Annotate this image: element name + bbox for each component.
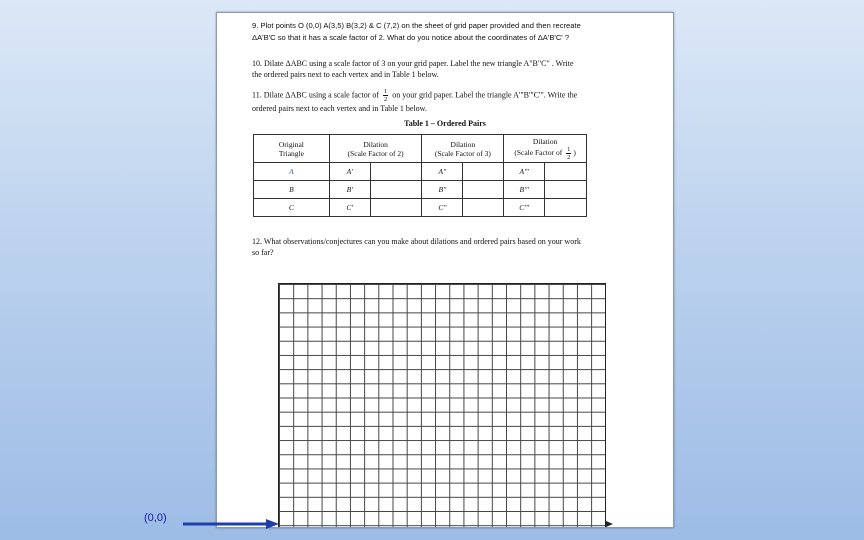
question-10-line-2: the ordered pairs next to each vertex and in Table 1 below. [252, 70, 439, 79]
question-11-text-a: 11. Dilate ΔABC using a scale factor of [252, 90, 380, 100]
cell-blank [545, 199, 587, 217]
cell-blank [545, 163, 587, 181]
cell-original-b: B [254, 181, 330, 199]
cell-dilation-half-c: C'" [504, 199, 545, 217]
cell-blank [545, 181, 587, 199]
table-row [254, 163, 587, 181]
graph-paper-grid [278, 283, 606, 528]
header-dilation-2-line-2: (Scale Factor of 2) [347, 148, 404, 158]
question-9-line-2: ΔA'B'C so that it has a scale factor of 2. What do you notice about the coordinates of ΔA'B'C' ? [252, 33, 570, 42]
cell-blank [370, 181, 422, 199]
cell-dilation-half-a: A'" [504, 163, 545, 181]
cell-dilation-3-b: B" [422, 181, 463, 199]
cell-dilation-3-a: A" [422, 163, 463, 181]
cell-original-c: C [254, 199, 330, 217]
cell-blank [463, 181, 504, 199]
question-11-line-2: ordered pairs next to each vertex and in Table 1 below. [252, 104, 427, 113]
question-9-line-1: 9. Plot points O (0,0) A(3,5) B(3,2) & C (7,2) on the sheet of grid paper provided and then recreate [252, 21, 581, 30]
header-dilation-3-line-1: Dilation [450, 139, 476, 149]
header-original [254, 135, 330, 163]
table-row [254, 199, 587, 217]
fraction-numerator: 1 [384, 88, 388, 95]
question-11-text-b: on your grid paper. Label the triangle A'"B'"C'". Write the [392, 90, 578, 100]
header-original-line-2: Triangle [278, 148, 304, 158]
cell-dilation-2-a: A' [329, 163, 370, 181]
question-12 [252, 236, 663, 258]
cell-blank [370, 163, 422, 181]
question-12-line-2: so far? [252, 248, 274, 257]
header-dilation-half-line-1: Dilation [532, 136, 558, 146]
question-9 [252, 20, 663, 44]
origin-label: (0,0) [144, 512, 167, 524]
header-dilation-3-line-2: (Scale Factor of 3) [434, 148, 491, 158]
cell-dilation-half-b: B'" [504, 181, 545, 199]
header-dilation-half [504, 135, 587, 163]
question-12-line-1: 12. What observations/conjectures can you make about dilations and ordered pairs based on your work [252, 237, 581, 246]
worksheet-page [216, 12, 674, 528]
table-row [254, 181, 587, 199]
question-11 [252, 88, 663, 114]
question-10 [252, 58, 663, 80]
cell-blank [463, 199, 504, 217]
cell-blank [463, 163, 504, 181]
header-dilation-3 [422, 135, 504, 163]
cell-blank [370, 199, 422, 217]
question-10-line-1: 10. Dilate ΔABC using a scale factor of 3 on your grid paper. Label the new triangle A"B"C" . Write [252, 59, 574, 68]
header-dilation-half-line-2: (Scale Factor of $\frac{1}{2}$ ) [514, 145, 576, 161]
fraction-denominator: 2 [384, 96, 388, 103]
ordered-pairs-table [253, 134, 587, 217]
one-half-fraction [383, 88, 388, 103]
table-header-row [254, 135, 587, 163]
question-11-line-1 [252, 88, 663, 103]
cell-dilation-3-c: C" [422, 199, 463, 217]
header-dilation-2 [329, 135, 422, 163]
cell-original-a: A [254, 163, 330, 181]
table-title: Table 1 – Ordered Pairs [404, 119, 486, 128]
cell-dilation-2-c: C' [329, 199, 370, 217]
header-one-half-fraction: $\frac{1}{2}$ [567, 145, 571, 161]
cell-dilation-2-b: B' [329, 181, 370, 199]
header-dilation-2-line-1: Dilation [363, 139, 388, 149]
header-original-line-1: Original [278, 139, 304, 149]
